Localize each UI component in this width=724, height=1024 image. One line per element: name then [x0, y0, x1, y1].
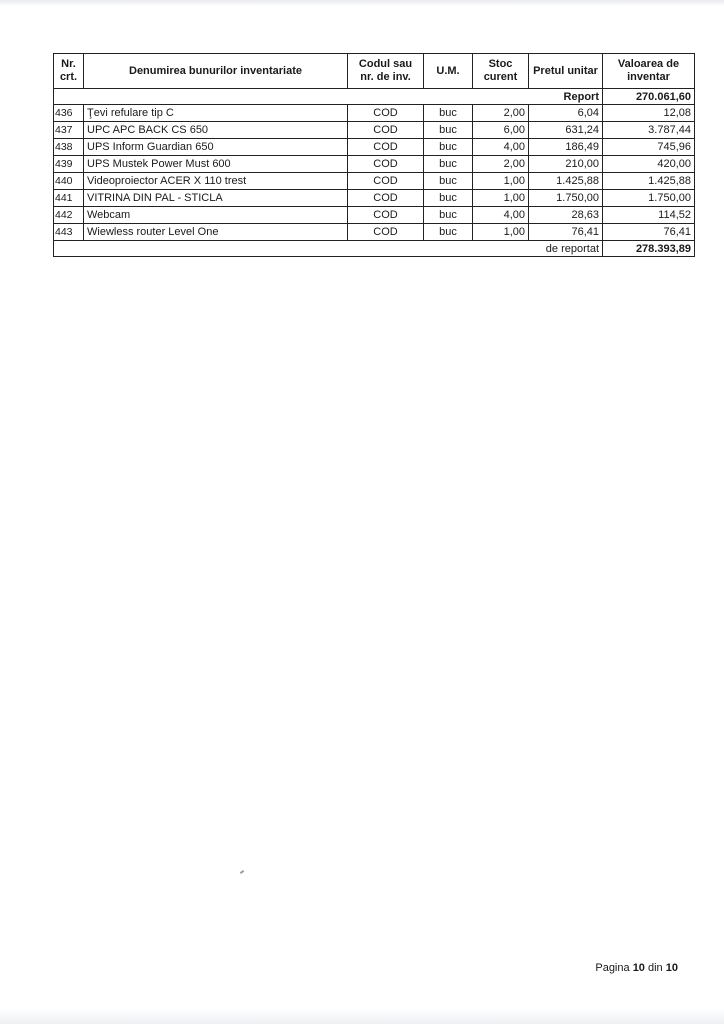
page-prefix: Pagina [595, 962, 630, 974]
page-number [595, 962, 678, 974]
carry-over-label: de reportat [54, 241, 603, 257]
cell-um: buc [424, 122, 473, 139]
header-stock: Stoc curent [473, 54, 529, 89]
cell-unit-price: 186,49 [529, 139, 603, 156]
cell-stock: 1,00 [473, 224, 529, 241]
cell-code: COD [348, 173, 424, 190]
cell-name: Ţevi refulare tip C [84, 105, 348, 122]
cell-unit-price: 1.750,00 [529, 190, 603, 207]
cell-value: 114,52 [603, 207, 695, 224]
cell-unit-price: 76,41 [529, 224, 603, 241]
page-total: 10 [665, 962, 678, 974]
cell-unit-price: 6,04 [529, 105, 603, 122]
cell-stock: 1,00 [473, 190, 529, 207]
header-value: Valoarea de inventar [603, 54, 695, 89]
table-row [54, 139, 695, 156]
carry-over-value: 278.393,89 [603, 241, 695, 257]
report-row [54, 89, 695, 105]
header-code: Codul sau nr. de inv. [348, 54, 424, 89]
cell-stock: 6,00 [473, 122, 529, 139]
cell-value: 76,41 [603, 224, 695, 241]
cell-stock: 2,00 [473, 156, 529, 173]
table-row [54, 156, 695, 173]
page-current: 10 [632, 962, 645, 974]
table-header-row [54, 54, 695, 89]
page-edge-bottom [0, 1008, 724, 1024]
cell-nr: 441 [54, 190, 84, 207]
cell-value: 12,08 [603, 105, 695, 122]
table-row [54, 207, 695, 224]
cell-um: buc [424, 156, 473, 173]
cell-stock: 4,00 [473, 207, 529, 224]
cell-value: 3.787,44 [603, 122, 695, 139]
cell-unit-price: 631,24 [529, 122, 603, 139]
cell-code: COD [348, 207, 424, 224]
cell-name: Webcam [84, 207, 348, 224]
header-unit-price: Pretul unitar [529, 54, 603, 89]
cell-nr: 439 [54, 156, 84, 173]
header-name: Denumirea bunurilor inventariate [84, 54, 348, 89]
scan-speck [240, 870, 244, 874]
table-row [54, 122, 695, 139]
cell-unit-price: 28,63 [529, 207, 603, 224]
cell-name: UPC APC BACK CS 650 [84, 122, 348, 139]
cell-name: Videoproiector ACER X 110 trest [84, 173, 348, 190]
cell-code: COD [348, 105, 424, 122]
report-label: Report [54, 89, 603, 105]
page-separator: din [648, 962, 663, 974]
cell-value: 1.425,88 [603, 173, 695, 190]
header-nr: Nr. crt. [54, 54, 84, 89]
table-row [54, 224, 695, 241]
cell-name: UPS Inform Guardian 650 [84, 139, 348, 156]
cell-name: UPS Mustek Power Must 600 [84, 156, 348, 173]
cell-um: buc [424, 105, 473, 122]
cell-stock: 2,00 [473, 105, 529, 122]
carry-over-row [54, 241, 695, 257]
cell-code: COD [348, 224, 424, 241]
cell-code: COD [348, 156, 424, 173]
cell-um: buc [424, 207, 473, 224]
cell-code: COD [348, 190, 424, 207]
cell-um: buc [424, 139, 473, 156]
table-row [54, 173, 695, 190]
cell-nr: 443 [54, 224, 84, 241]
cell-stock: 4,00 [473, 139, 529, 156]
page-edge-top [0, 0, 724, 6]
cell-stock: 1,00 [473, 173, 529, 190]
cell-value: 420,00 [603, 156, 695, 173]
cell-nr: 442 [54, 207, 84, 224]
cell-um: buc [424, 224, 473, 241]
cell-code: COD [348, 122, 424, 139]
cell-unit-price: 1.425,88 [529, 173, 603, 190]
report-value: 270.061,60 [603, 89, 695, 105]
cell-unit-price: 210,00 [529, 156, 603, 173]
table-row [54, 190, 695, 207]
cell-um: buc [424, 173, 473, 190]
inventory-table [53, 53, 695, 257]
cell-nr: 440 [54, 173, 84, 190]
cell-name: Wiewless router Level One [84, 224, 348, 241]
cell-code: COD [348, 139, 424, 156]
cell-nr: 437 [54, 122, 84, 139]
header-um: U.M. [424, 54, 473, 89]
cell-name: VITRINA DIN PAL - STICLA [84, 190, 348, 207]
cell-nr: 438 [54, 139, 84, 156]
cell-um: buc [424, 190, 473, 207]
cell-value: 1.750,00 [603, 190, 695, 207]
cell-nr: 436 [54, 105, 84, 122]
table-row [54, 105, 695, 122]
cell-value: 745,96 [603, 139, 695, 156]
